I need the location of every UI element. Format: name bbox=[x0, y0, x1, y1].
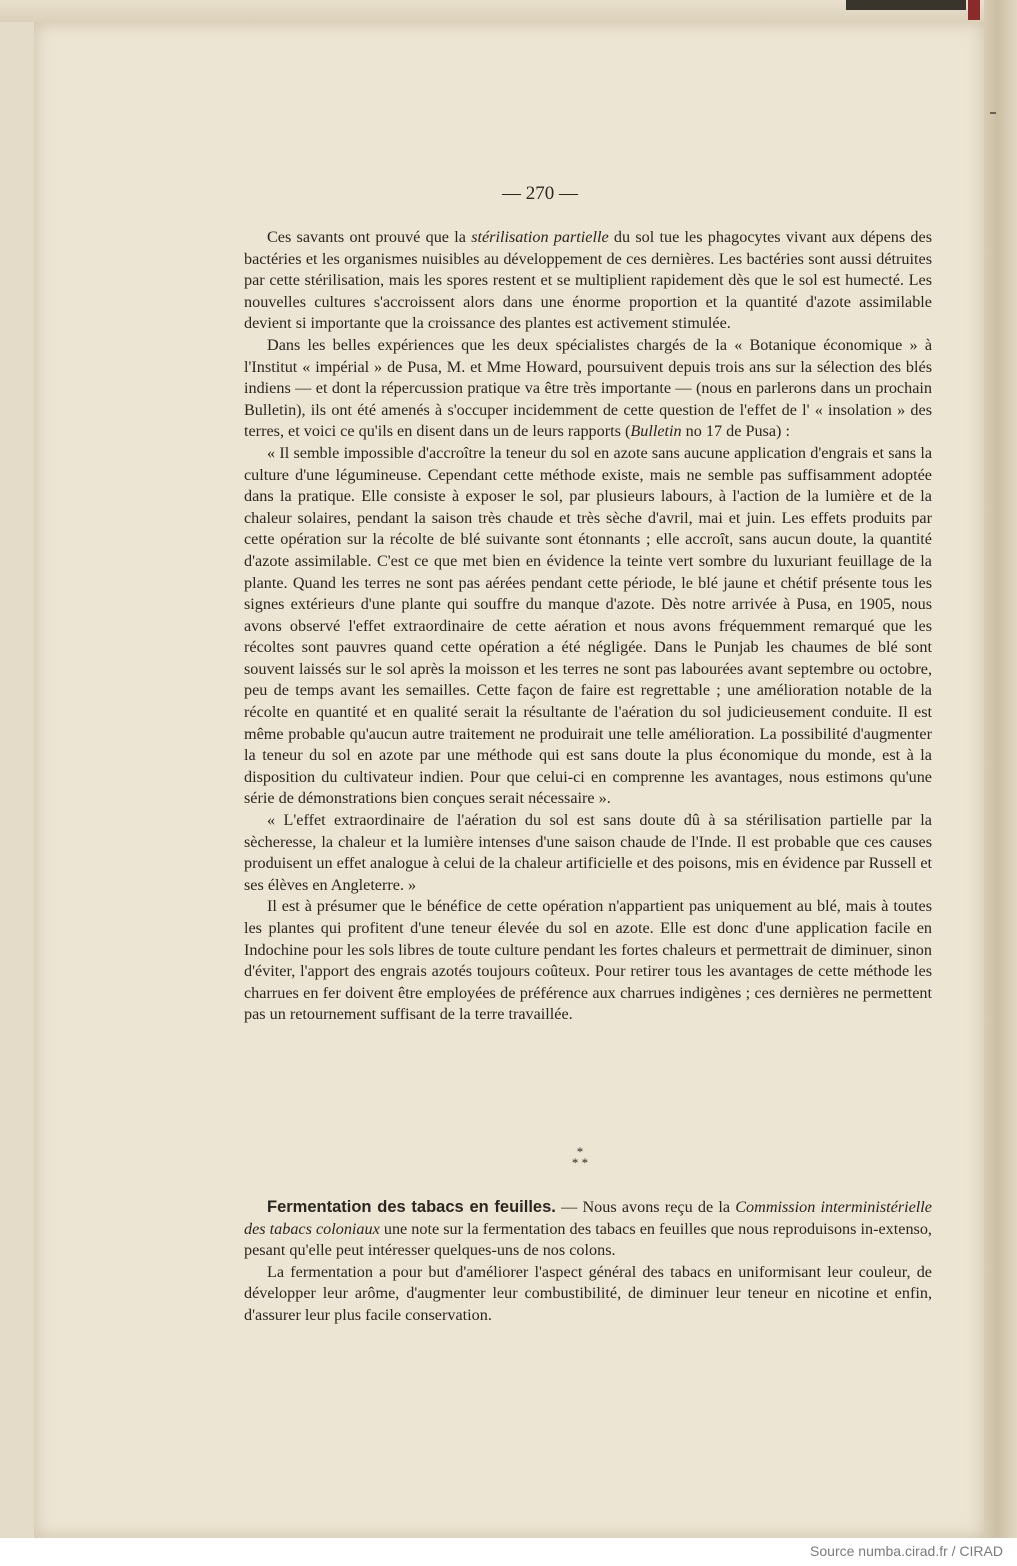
paragraph-fermentation-goal bbox=[244, 1262, 932, 1327]
text-run: La fermentation a pour but d'améliorer l'aspect général des tabacs en uniformisant leur couleur, de développer leur arôme, d'augmenter leur combustibilité, de diminuer leur teneur en nicotine et enfin, d'assurer leur plus facile conservation. bbox=[244, 1262, 932, 1324]
paragraph-quote-effect bbox=[244, 810, 932, 896]
text-run: Ces savants ont prouvé que la bbox=[267, 228, 472, 246]
article-continuation bbox=[244, 227, 932, 1026]
italic-run: Commission interministérielle des tabacs coloniaux bbox=[244, 1198, 932, 1238]
book-ribbon bbox=[968, 0, 980, 20]
italic-run: stérilisation partielle bbox=[471, 228, 609, 246]
italic-run: Bulletin bbox=[630, 422, 682, 441]
section-asterism bbox=[560, 1146, 600, 1168]
text-run: Dans les belles expériences que les deux spécialistes chargés de la « Botanique économique » à l'Institut « impérial » de Pusa, M. et Mme Howard, poursuivent depuis trois ans sur la sélection des blés indiens — et dont la répercussion pratique va être très importante — (nous en parlerons dans un prochain Bulletin), ils ont été amenés à s'occuper incidemment de cette question de l'effet de l' « insolation » des terres, et voici ce qu'ils en disent dans un de leurs rapports ( bbox=[244, 335, 932, 441]
text-run: « Il semble impossible d'accroître la teneur du sol en azote sans aucune application d'engrais et sans la culture d'une légumineuse. Cependant cette méthode existe, mais ne semble pas suffisamment adoptée dans la pratique. Elle consiste à exposer le sol, par plusieurs labours, à l'action de la lumière et de la chaleur solaires, pendant la saison très chaude et très sèche d'avril, mai et juin. Les effets produits par cette opération sur la récolte de blé suivante sont étonnants ; elle accroît, sans aucun doute, la quantité d'azote assimilable. C'est ce que met bien en évidence la teinte vert sombre du luxuriant feuillage de la plante. Quand les terres ne sont pas aérées pendant cette période, le blé jaune et chétif présente tous les signes extérieurs d'une plante qui souffre du manque d'azote. Dès notre arrivée à Pusa, en 1905, nous avons observé l'effet extraordinaire de cette aération et nous avons fréquemment remarqué que les récoltes sont pauvres quand cette opération a été négligée. Dans le Punjab les chaumes de blé sont souvent laissés sur le sol après la moisson et les terres ne sont pas labourées avant septembre ou octobre, peu de temps avant les semailles. Cette façon de faire est regrettable ; une amélioration notable de la récolte en quantité et en qualité serait la résultante de l'aération du sol judicieusement conduite. Il est même probable qu'aucun autre traitement ne produirait une telle amélioration. La possibilité d'augmenter la teneur du sol en azote par une méthode qui est sans doute la plus économique du monde, est à la disposition du cultivateur indien. Pour que celui-ci en comprenne les avantages, nous estimons qu'une série de démonstrations bien conçues serait nécessaire ». bbox=[244, 443, 932, 808]
paragraph-pusa-experiments bbox=[244, 335, 932, 443]
text-run: « L'effet extraordinaire de l'aération du sol est sans doute dû à sa stérilisation partielle par la sècheresse, la chaleur et la lumière intenses d'une saison chaude de l'Inde. Il est probable que ces causes produisent un effet analogue à celui de la chaleur artificielle et des poisons, mis en évidence par Russell et ses élèves en Angleterre. » bbox=[244, 811, 932, 894]
text-run: Il est à présumer que le bénéfice de cette opération n'appartient pas uniquement au blé, mais à toutes les plantes qui profitent d'une teneur élevée du sol en azote. Elle est donc d'une application facile en Indochine pour les sols libres de toute culture pendant les fortes chaleurs et permettrait de diminuer, sinon d'éviter, l'apport des engrais azotés toujours coûteux. Pour retirer tous les avantages de cette méthode les charrues en fer doivent être employées de préférence aux charrues indigènes ; ces dernières ne permettent pas un retournement suffisant de la terre travaillée. bbox=[244, 897, 932, 1024]
paragraph-indochine bbox=[244, 896, 932, 1026]
page-number: — 270 — bbox=[502, 183, 578, 204]
section-heading-tabacs: Fermentation des tabacs en feuilles. bbox=[267, 1198, 556, 1216]
book-page-stack-edge bbox=[984, 0, 1017, 1538]
margin-mark bbox=[990, 112, 996, 114]
source-credit: Source numba.cirad.fr / CIRAD bbox=[810, 1543, 1003, 1559]
paragraph-tabacs-intro bbox=[244, 1197, 932, 1262]
text-run: une note sur la fermentation des tabacs en feuilles que nous reproduisons in-extenso, pesant qu'elle peut intéresser quelques-uns de nos colons. bbox=[244, 1219, 932, 1260]
asterism-top: * bbox=[576, 1144, 584, 1159]
asterism-bottom: * * bbox=[571, 1155, 589, 1170]
article-tabacs bbox=[244, 1197, 932, 1327]
book-cover-edge bbox=[846, 0, 966, 10]
text-run: — Nous avons reçu de la bbox=[555, 1198, 736, 1216]
paragraph-quote-aeration bbox=[244, 443, 932, 810]
text-run: du sol tue les phagocytes vivant aux dépens des bactéries et les organismes nuisibles au développement de ces dernières. Les bactéries sont aussi détruites par cette stérilisation, mais les spores restent et se multiplient rapidement dès que le sol est humecté. Les nouvelles cultures s'accroissent alors dans une énorme proportion et la quantité d'azote assimilable devient si importante que la croissance des plantes est activement stimulée. bbox=[244, 228, 933, 333]
paragraph-sterilisation bbox=[244, 227, 932, 335]
text-run: no 17 de Pusa) : bbox=[681, 422, 790, 441]
